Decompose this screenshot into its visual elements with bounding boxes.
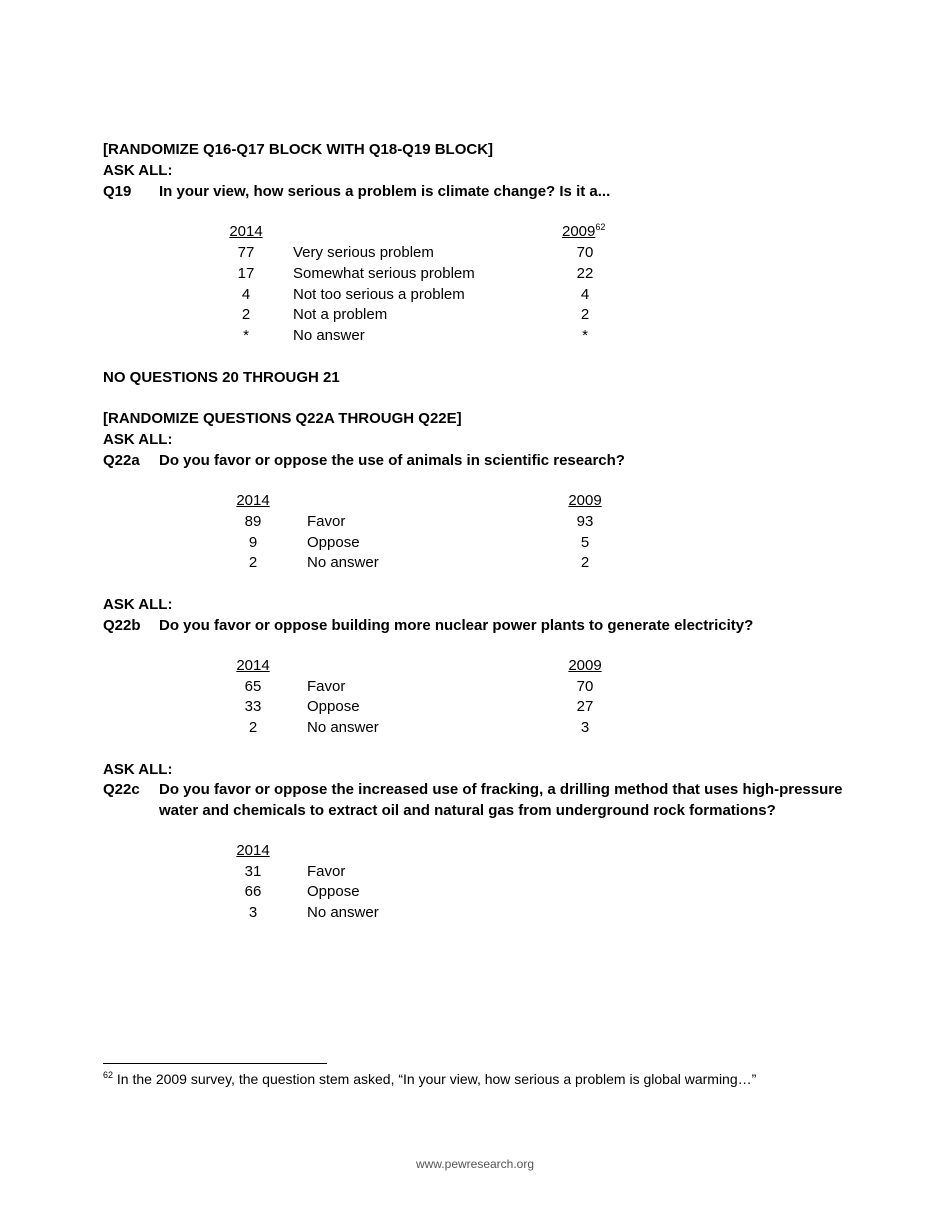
page-footer-url: www.pewresearch.org [415, 1157, 535, 1171]
ask-all-label: ASK ALL: [103, 761, 173, 778]
value-2009: 93 [576, 513, 594, 530]
question-number: Q22b [103, 617, 141, 634]
question-text: Do you favor or oppose the use of animals in scientific research? [159, 452, 625, 469]
value-2014: 77 [237, 244, 255, 261]
ask-all-label: ASK ALL: [103, 431, 173, 448]
response-label: Oppose [307, 698, 360, 715]
question-number: Q22c [103, 781, 140, 798]
response-label: Favor [307, 678, 346, 695]
footnote-text: In the 2009 survey, the question stem asked, “In your view, how serious a problem is global warming…” [113, 1071, 757, 1087]
response-label: Very serious problem [293, 244, 434, 261]
question-text: In your view, how serious a problem is climate change? Is it a... [159, 183, 611, 200]
response-label: Oppose [307, 534, 360, 551]
value-2014: 17 [237, 265, 255, 282]
value-2009: 27 [576, 698, 594, 715]
value-2009: 3 [580, 719, 590, 736]
column-header-2014: 2014 [236, 492, 270, 509]
column-header-2014: 2014 [236, 657, 270, 674]
ask-all-label: ASK ALL: [103, 162, 173, 179]
question-number: Q19 [103, 183, 132, 200]
question-number: Q22a [103, 452, 140, 469]
response-label: No answer [307, 554, 379, 571]
column-header-2014: 2014 [236, 842, 270, 859]
response-label: Oppose [307, 883, 360, 900]
response-label: Favor [307, 513, 346, 530]
value-2014: 2 [248, 554, 258, 571]
value-2009: 5 [580, 534, 590, 551]
value-2009: 2 [580, 306, 590, 323]
footnote [103, 1069, 756, 1089]
question-text-line-1: Do you favor or oppose the increased use of fracking, a drilling method that uses high-pressure [159, 781, 843, 798]
value-2014: 65 [244, 678, 262, 695]
column-header-2014: 2014 [229, 223, 263, 240]
value-2014: 4 [241, 286, 251, 303]
response-label: Favor [307, 863, 346, 880]
value-2014: 89 [244, 513, 262, 530]
value-2009: 70 [576, 244, 594, 261]
question-text-line-2: water and chemicals to extract oil and natural gas from underground rock formations? [159, 802, 776, 819]
response-label: Not too serious a problem [293, 286, 465, 303]
value-2014: 9 [248, 534, 258, 551]
response-label: No answer [307, 719, 379, 736]
value-2009: 22 [576, 265, 594, 282]
footnote-marker: 62 [103, 1070, 114, 1080]
ask-all-label: ASK ALL: [103, 596, 173, 613]
column-header-2009: 2009$^{62}$ [562, 222, 606, 240]
value-2009: 4 [580, 286, 590, 303]
value-2009: 2 [580, 554, 590, 571]
value-2014: 2 [248, 719, 258, 736]
question-text: Do you favor or oppose building more nuclear power plants to generate electricity? [159, 617, 754, 634]
column-header-2009: 2009 [568, 657, 602, 674]
footnote-divider [103, 1063, 327, 1064]
value-2014: 66 [244, 883, 262, 900]
value-2014: 2 [241, 306, 251, 323]
response-label: Not a problem [293, 306, 388, 323]
footnote-reference: 62 [595, 222, 606, 232]
value-2014: * [243, 327, 249, 344]
no-questions-note: NO QUESTIONS 20 THROUGH 21 [103, 369, 340, 386]
value-2009: 70 [576, 678, 594, 695]
value-2014: 31 [244, 863, 262, 880]
randomize-block-header: [RANDOMIZE Q16-Q17 BLOCK WITH Q18-Q19 BLOCK] [103, 141, 494, 158]
randomize-q22-header: [RANDOMIZE QUESTIONS Q22A THROUGH Q22E] [103, 410, 462, 427]
response-label: No answer [293, 327, 365, 344]
response-label: Somewhat serious problem [293, 265, 475, 282]
column-header-2009: 2009 [568, 492, 602, 509]
value-2009: * [582, 327, 588, 344]
value-2014: 33 [244, 698, 262, 715]
value-2014: 3 [248, 904, 258, 921]
response-label: No answer [307, 904, 379, 921]
